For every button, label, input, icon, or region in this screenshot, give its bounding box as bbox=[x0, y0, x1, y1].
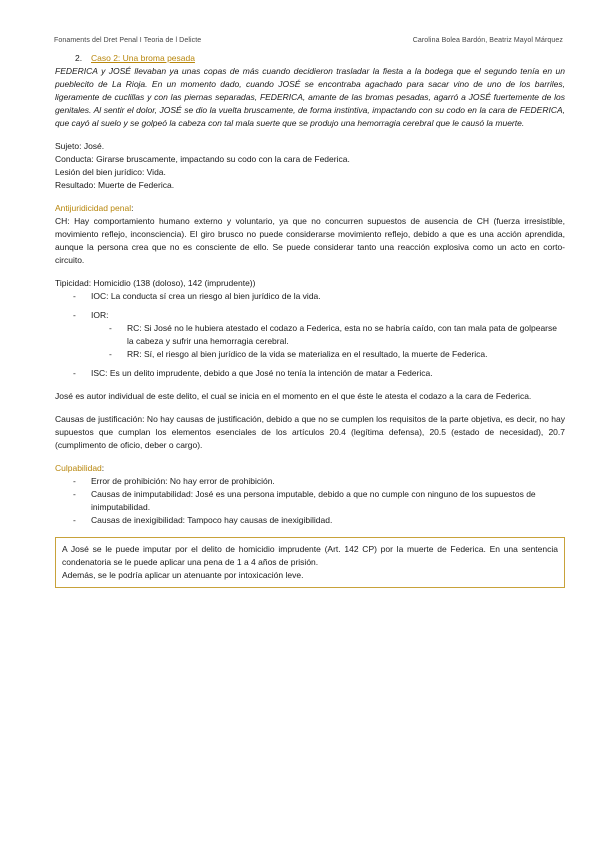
ioc-item: - IOC: La conducta sí crea un riesgo al bien jurídico de la vida. bbox=[55, 290, 565, 303]
rr-item: - RR: Sí, el riesgo al bien jurídico de la vida se materializa en el resultado, la muerte de Federica. bbox=[55, 348, 565, 361]
case-title-link[interactable]: Caso 2: Una broma pesada bbox=[91, 53, 195, 63]
antijuridicidad-heading bbox=[55, 202, 565, 215]
justificacion-paragraph: Causas de justificación: No hay causas de justificación, debido a que no se cumplen los requisitos de la parte objetiva, es decir, no hay supuestos que cumplan los elementos esenciales de los artículos 20.4 (legítima defensa), 20.5 (estado de necesidad), 20.7 (cumplimento de oficio, deber o cargo). bbox=[55, 414, 565, 450]
antijuridicidad-colon: : bbox=[131, 203, 134, 213]
culpabilidad-heading bbox=[55, 462, 565, 475]
antijuridicidad-title: Antijuridicidad penal bbox=[55, 203, 132, 213]
fact-conducta: Conducta: Girarse bruscamente, impactando su codo con la cara de Federica. bbox=[55, 154, 350, 164]
case-heading bbox=[75, 52, 565, 65]
culpabilidad-item: - Causas de inexigibilidad: Tampoco hay causas de inexigibilidad. bbox=[55, 514, 565, 527]
fact-sujeto: Sujeto: José. bbox=[55, 141, 105, 151]
isc-item: - ISC: Es un delito imprudente, debido a que José no tenía la intención de matar a Federica. bbox=[55, 367, 565, 380]
culpabilidad-colon: : bbox=[101, 463, 105, 473]
ior-sublist bbox=[55, 322, 565, 361]
conclusion-line-1: A José se le puede imputar por el delito de homicidio imprudente (Art. 142 CP) por la muerte de Federica. En una sentencia condenatoria se le puede aplicar una pena de 1 a 4 años de prisión. bbox=[62, 544, 558, 567]
fact-lesion: Lesión del bien jurídico: Vida. bbox=[55, 167, 166, 177]
culpabilidad-item: - Error de prohibición: No hay error de prohibición. bbox=[55, 475, 565, 488]
document-body bbox=[55, 52, 565, 588]
header-right: Carolina Bolea Bardón, Beatriz Mayol Márquez bbox=[412, 37, 563, 44]
rc-item: - RC: Si José no le hubiera atestado el codazo a Federica, esta no se habría caído, con tan mala pata de golpearse la cabeza y sufrir una hemorragia cerebral. bbox=[55, 322, 565, 348]
ior-item: - IOR: bbox=[55, 309, 565, 322]
autoria-paragraph: José es autor individual de este delito, el cual se inicia en el momento en el que éste le atesta el codazo a la cara de Federica. bbox=[55, 391, 532, 401]
case-story: FEDERICA y JOSÉ llevaban ya unas copas de más cuando decidieron trasladar la fiesta a la bodega que el segundo tenía en un pueblecito de La Rioja. En un momento dado, cuando JOSÉ se encontraba agachado para sacar vino de uno de los barriles, ligeramente de cuclillas y con las piernas separadas, FEDERICA, amante de las bromas pesadas, agarró a JOSÉ fuertemente de los genitales. Al sentir el dolor, JOSÉ se dio la vuelta bruscamente, de forma instintiva, impactando con su codo en la cara de FEDERICA, que cayó al suelo y se golpeó la cabeza con tal mala suerte que se produjo una hemorragia cerebral que le causó la muerte. bbox=[55, 66, 565, 128]
conclusion-line-2: Además, se le podría aplicar un atenuante por intoxicación leve. bbox=[62, 570, 304, 580]
tipicidad-list bbox=[55, 290, 565, 303]
ior-list bbox=[55, 309, 565, 322]
isc-list bbox=[55, 367, 565, 380]
culpabilidad-item: - Causas de inimputabilidad: José es una persona imputable, debido a que no cumple con ninguno de los supuestos de inimputabilidad. bbox=[55, 488, 565, 514]
case-number: 2. bbox=[75, 53, 83, 63]
tipicidad-title: Tipicidad: Homicidio (138 (doloso), 142 (imprudente)) bbox=[55, 278, 256, 288]
fact-resultado: Resultado: Muerte de Federica. bbox=[55, 180, 175, 190]
conclusion-box bbox=[55, 537, 565, 588]
ch-paragraph: CH: Hay comportamiento humano externo y voluntario, ya que no concurren supuestos de ausencia de CH (fuerza irresistible, movimiento reflejo, inconsciencia). El giro brusco no puede considerarse movimiento reflejo, debido a que es una acción aprendida, aunque la persona crea que no es consciente de ello. Se puede considerar tanto una reacción explosiva como un acto en corto-circuito. bbox=[55, 216, 565, 265]
culpabilidad-title: Culpabilidad bbox=[55, 463, 102, 473]
culpabilidad-list bbox=[55, 475, 565, 527]
header-left: Fonaments del Dret Penal I Teoria de l Delicte bbox=[54, 37, 202, 44]
